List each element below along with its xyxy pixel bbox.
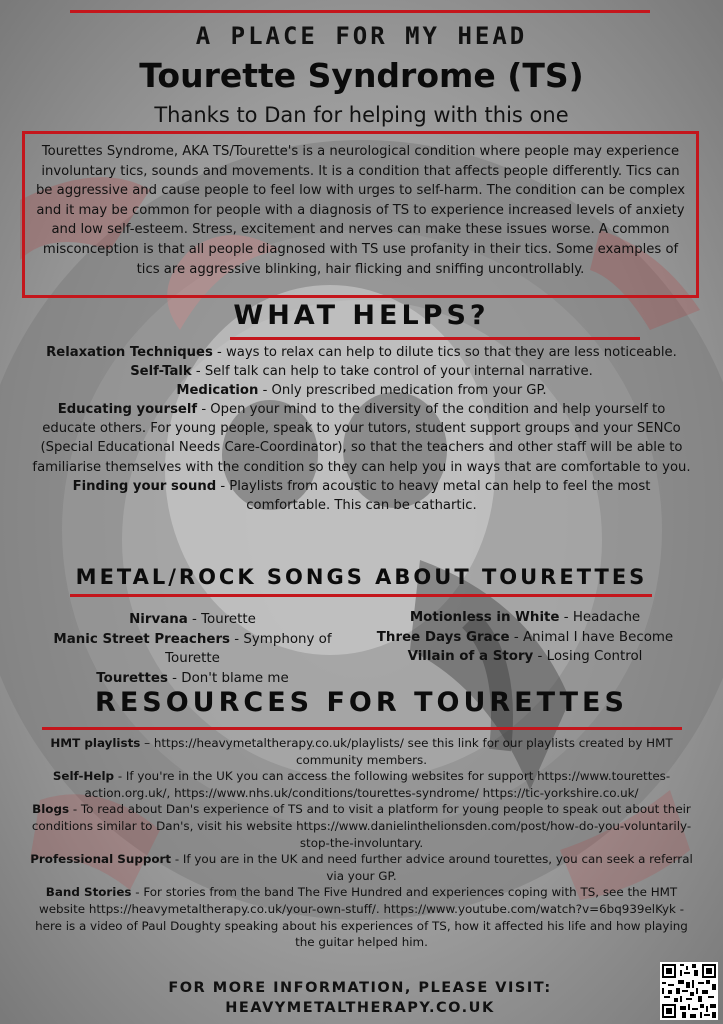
song-artist: Three Days Grace [376, 629, 510, 645]
resource-item [28, 735, 695, 768]
resource-term: Band Stories [45, 885, 132, 900]
help-item [30, 362, 693, 381]
song-item [40, 610, 345, 630]
song-item [355, 647, 695, 667]
resource-item [28, 851, 695, 884]
intro-box: Tourettes Syndrome, AKA TS/Tourette's is a neurological condition where people may experience involuntary tics, sounds and movements. It is a condition that affects people differently. Tics can be aggressive and cause people to feel low with urges to self-harm. The condition can be complex and it may be common for people with a diagnosis of TS to experience increased levels of anxiety and low self-esteem. Stress, excitement and nerves can make these issues worse. A common misconception is that all people diagnosed with TS use profanity in their tics. Some examples of tics are aggressive blinking, hair flicking and sniffing uncontrollably. [22, 131, 699, 298]
song-title: - Tourette [187, 612, 256, 627]
help-text: - Open your mind to the diversity of the condition and help yourself to educate others. For young people, speak to your tutors, student support groups and your SENCo (Special Educational Needs Care-Coordinator), so that the teachers and other staff will be able to familiarise themselves with the condition so they can help you in ways that are comfortable to you. [32, 402, 691, 475]
help-term: Educating yourself [57, 402, 198, 418]
help-item [30, 400, 693, 476]
resource-text: - If you are in the UK and need further advice around tourettes, you can seek a referral via your GP. [171, 852, 693, 883]
footer-website: HEAVYMETALTHERAPY.CO.UK [225, 1000, 495, 1016]
resource-text: - If you're in the UK you can access the following websites for support https://www.tourettes-action.org.uk/, https://www.nhs.uk/conditions/tourettes-syndrome/ https://tic-yorkshire.co.uk/ [84, 769, 671, 800]
help-item [30, 343, 693, 362]
resources-heading: RESOURCES FOR TOURETTES [95, 687, 628, 718]
song-title: - Losing Control [533, 649, 643, 665]
help-term: Relaxation Techniques [46, 345, 213, 360]
help-item [30, 381, 693, 400]
help-term: Finding your sound [72, 478, 217, 494]
resource-item [28, 801, 695, 851]
footer-line-1: FOR MORE INFORMATION, PLEASE VISIT: [168, 980, 552, 996]
songs-heading: METAL/ROCK SONGS ABOUT TOURETTES [75, 565, 648, 589]
resource-item [28, 768, 695, 801]
series-title: A PLACE FOR MY HEAD [195, 22, 528, 50]
song-item [355, 628, 695, 648]
song-item [40, 669, 345, 689]
what-helps-list [30, 343, 693, 515]
help-item [30, 477, 693, 515]
song-title: - Don't blame me [167, 670, 289, 686]
page-title: Tourette Syndrome (TS) [139, 56, 584, 95]
resource-text: - For stories from the band The Five Hundred and experiences coping with TS, see the HMT website https://heavymetaltherapy.co.uk/your-own-stuff/. https://www.youtube.com/watch?v=6bq939elKyk - here is a video of Paul Doughty speaking about his experiences of TS, how it affected his life and how playing the guitar helped him. [35, 885, 688, 950]
song-artist: Tourettes [96, 670, 168, 686]
what-helps-heading: WHAT HELPS? [233, 300, 490, 331]
song-item [355, 608, 695, 628]
qr-code-icon [660, 962, 718, 1020]
help-text: - Self talk can help to take control of your internal narrative. [191, 364, 593, 380]
what-helps-divider [230, 337, 640, 340]
song-artist: Nirvana [129, 612, 188, 627]
resource-text: - To read about Dan's experience of TS and to visit a platform for young people to speak out about their conditions similar to Dan's, visit his website https://www.danielinthelionsden.com/post/how-do-you-voluntarily-stop-the-involuntary. [31, 802, 692, 850]
resource-term: Professional Support [30, 852, 172, 867]
help-text: - Playlists from acoustic to heavy metal can help to feel the most comfortable. This can be cathartic. [216, 478, 651, 513]
help-term: Self-Talk [130, 364, 192, 380]
songs-list-right [355, 608, 695, 667]
songs-divider [70, 594, 652, 597]
song-title: - Symphony of Tourette [165, 631, 332, 667]
song-artist: Villain of a Story [407, 649, 534, 665]
page-subtitle: Thanks to Dan for helping with this one [154, 103, 569, 127]
resources-divider [42, 727, 682, 730]
song-title: - Headache [559, 610, 641, 625]
resources-list [28, 735, 695, 951]
songs-list-left [40, 610, 345, 688]
song-artist: Manic Street Preachers [53, 631, 231, 647]
song-title: - Animal I have Become [509, 629, 674, 645]
top-divider [70, 10, 650, 13]
help-text: - Only prescribed medication from your GP. [258, 383, 547, 399]
resource-item [28, 884, 695, 950]
resource-text: – https://heavymetaltherapy.co.uk/playlists/ see this link for our playlists created by HMT community members. [140, 736, 673, 767]
resource-term: Self-Help [52, 769, 115, 784]
help-term: Medication [176, 383, 259, 399]
help-text: - ways to relax can help to dilute tics so that they are less noticeable. [212, 345, 677, 360]
song-item [40, 630, 345, 669]
resource-term: HMT playlists [50, 736, 141, 750]
song-artist: Motionless in White [409, 610, 560, 625]
resource-term: Blogs [32, 802, 70, 817]
